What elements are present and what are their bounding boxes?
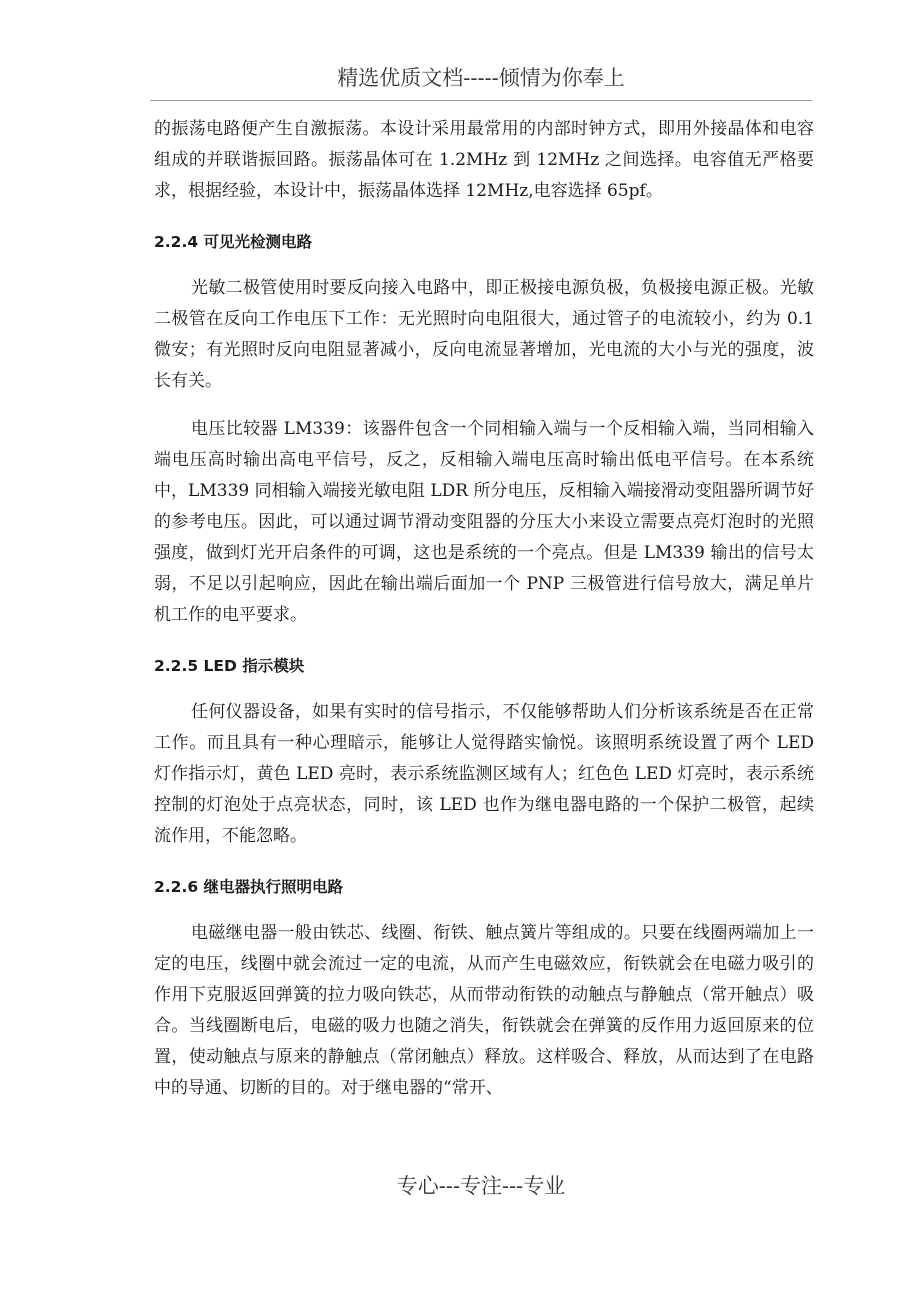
intro-paragraph: 的振荡电路便产生自激振荡。本设计采用最常用的内部时钟方式，即用外接晶体和电容组成的并联谐振回路。振荡晶体可在 1.2MHz 到 12MHz 之间选择。电容值无严格要求，根据经验，本设计中，振荡晶体选择 12MHz,电容选择 65pf。: [154, 119, 814, 201]
paragraph-relay: 电磁继电器一般由铁芯、线圈、衔铁、触点簧片等组成的。只要在线圈两端加上一定的电压，线圈中就会流过一定的电流，从而产生电磁效应，衔铁就会在电磁力吸引的作用下克服返回弹簧的拉力吸向铁芯，从而带动衔铁的动触点与静触点（常开触点）吸合。当线圈断电后，电磁的吸力也随之消失，衔铁就会在弹簧的反作用力返回原来的位置，使动触点与原来的静触点（常闭触点）释放。这样吸合、释放，从而达到了在电路中的导通、切断的目的。对于继电器的“常开、: [154, 923, 814, 1098]
paragraph-led-indicator: 任何仪器设备，如果有实时的信号指示，不仅能够帮助人们分析该系统是否在正常工作。而且具有一种心理暗示，能够让人觉得踏实愉悦。该照明系统设置了两个 LED 灯作指示灯，黄色 LED 亮时，表示系统监测区域有人；红色色 LED 灯亮时，表示系统控制的灯泡处于点亮状态，同时，该 LED 也作为继电器电路的一个保护二极管，起续流作用，不能忽略。: [154, 702, 814, 846]
header-divider: [150, 100, 812, 101]
section-heading-2-2-6: 2.2.6 继电器执行照明电路: [154, 878, 344, 896]
paragraph-photodiode: 光敏二极管使用时要反向接入电路中，即正极接电源负极，负极接电源正极。光敏二极管在反向工作电压下工作：无光照时向电阻很大，通过管子的电流较小，约为 0.1 微安；有光照时反向电阻显著减小，反向电流显著增加，光电流的大小与光的强度，波长有关。: [154, 278, 814, 391]
page-footer: 专心---专注---专业: [396, 1174, 566, 1198]
page-header: 精选优质文档-----倾情为你奉上: [337, 66, 625, 90]
section-heading-2-2-5: 2.2.5 LED 指示模块: [154, 657, 305, 675]
paragraph-lm339: 电压比较器 LM339：该器件包含一个同相输入端与一个反相输入端，当同相输入端电压高时输出高电平信号，反之，反相输入端电压高时输出低电平信号。在本系统中，LM339 同相输入端接光敏电阻 LDR 所分电压，反相输入端接滑动变阻器所调节好的参考电压。因此，可以通过调节滑动变阻器的分压大小来设立需要点亮灯泡时的光照强度，做到灯光开启条件的可调，这也是系统的一个亮点。但是 LM339 输出的信号太弱，不足以引起响应，因此在输出端后面加一个 PNP 三极管进行信号放大，满足单片机工作的电平要求。: [154, 419, 814, 625]
section-heading-2-2-4: 2.2.4 可见光检测电路: [154, 233, 313, 251]
document-body: [154, 114, 814, 1104]
